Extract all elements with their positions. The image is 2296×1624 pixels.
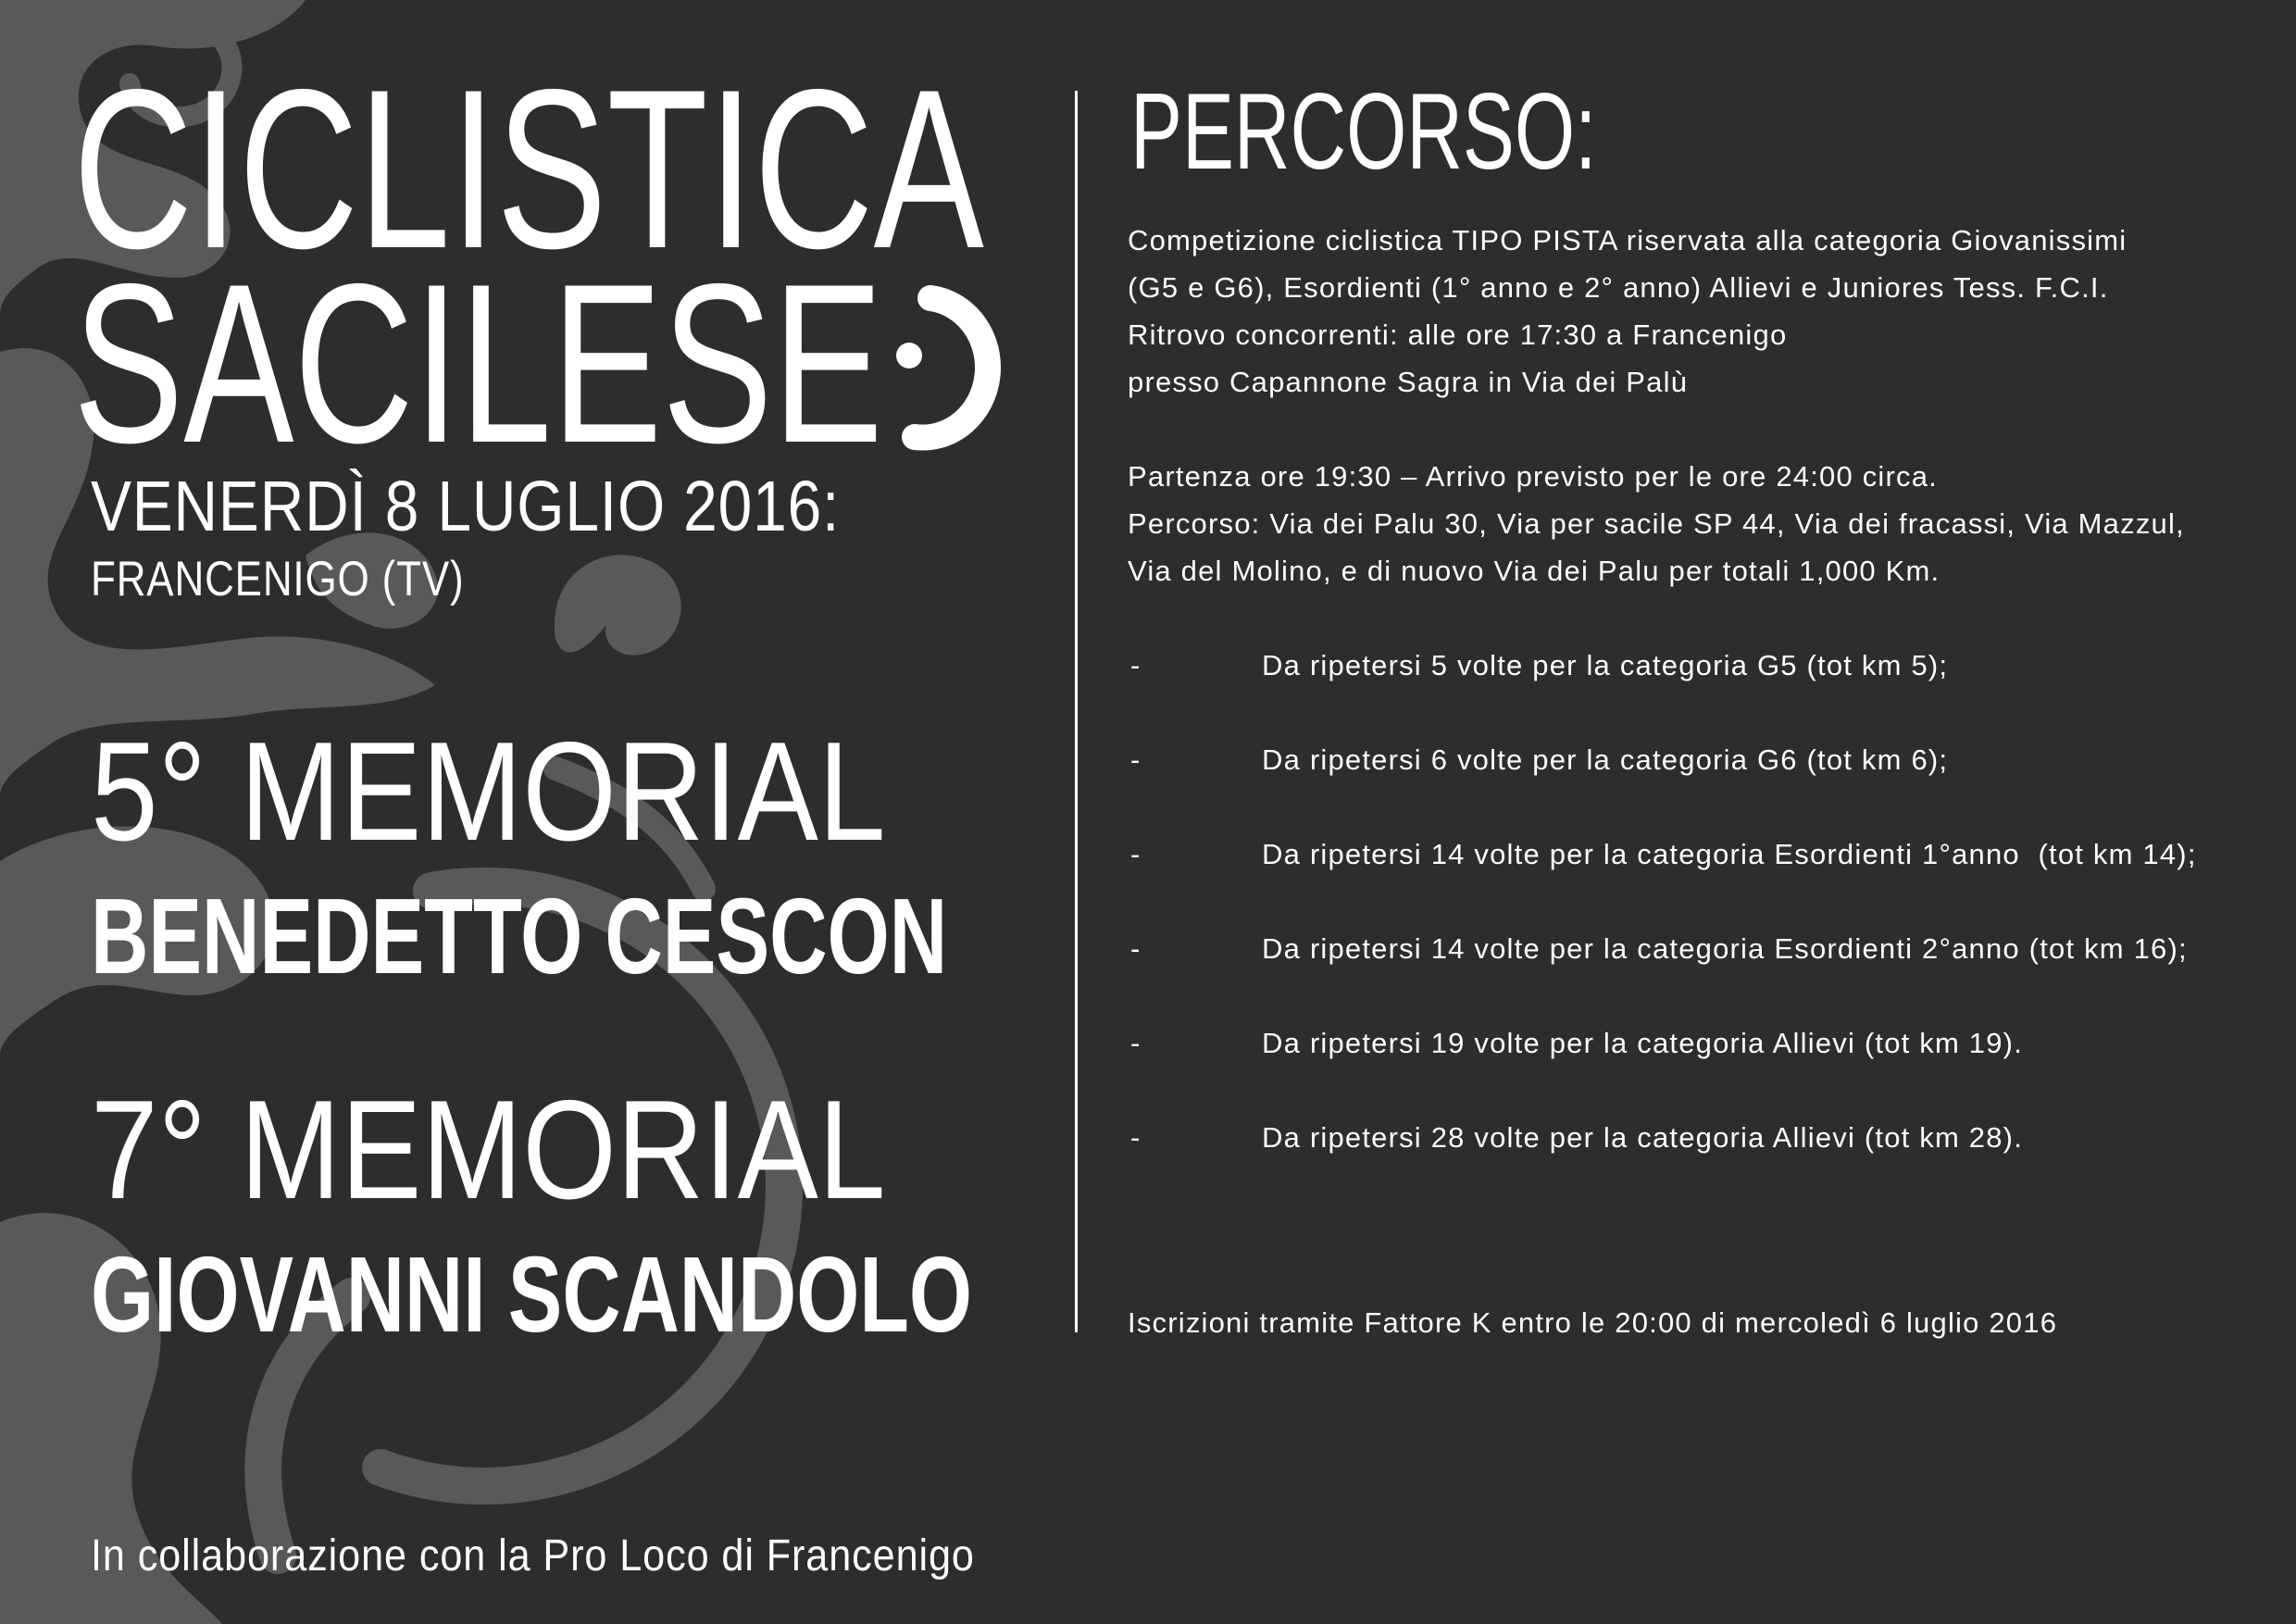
details-line: Partenza ore 19:30 – Arrivo previsto per le ore 24:00 circa. [1128, 460, 1938, 493]
repetition-text: Da ripetersi 28 volte per la categoria Allievi (tot km 28). [1262, 1121, 2024, 1154]
repetition-text: Da ripetersi 19 volte per la categoria Allievi (tot km 19). [1262, 1027, 2024, 1059]
logo-title-line1: CICLISTICA [73, 42, 984, 295]
repetition-text: Da ripetersi 14 volte per la categoria Esordienti 2°anno (tot km 16); [1262, 932, 2188, 965]
column-divider [1075, 91, 1078, 1332]
memorial-name: BENEDETTO CESCON [91, 876, 948, 996]
repetition-item [1128, 736, 2276, 783]
list-bullet: - [1130, 743, 1142, 776]
repetition-item [1128, 642, 2276, 689]
event-location: FRANCENIGO (TV) [91, 552, 465, 606]
repetition-text: Da ripetersi 6 volte per la categoria G6 (tot km 6); [1262, 743, 1949, 776]
intro-line: presso Capannone Sagra in Via dei Palù [1128, 366, 1689, 398]
memorial-title: 7° MEMORIAL [91, 1071, 886, 1229]
collaboration-note: In collaborazione con la Pro Loco di Francenigo [91, 1531, 975, 1580]
logo-title-line2: SACILESE [73, 236, 883, 490]
memorial-title: 5° MEMORIAL [91, 713, 886, 870]
intro-line: (G5 e G6), Esordienti (1° anno e 2° anno) Allievi e Juniores Tess. F.C.I. [1128, 271, 2109, 304]
list-bullet: - [1130, 932, 1142, 965]
smile-mark-icon [880, 278, 1009, 463]
memorial-name: GIOVANNI SCANDOLO [91, 1234, 973, 1355]
event-date: VENERDÌ 8 LUGLIO 2016: [91, 467, 841, 546]
percorso-heading: PERCORSO: [1130, 70, 1597, 192]
repetition-text: Da ripetersi 5 volte per la categoria G5 (tot km 5); [1262, 649, 1949, 681]
repetition-text: Da ripetersi 14 volte per la categoria Esordienti 1°anno (tot km 14); [1262, 838, 2197, 870]
repetition-item [1128, 925, 2276, 972]
repetition-item [1128, 1019, 2276, 1067]
list-bullet: - [1130, 1121, 1142, 1154]
details-line: Via del Molino, e di nuovo Via dei Palu per totali 1,000 Km. [1128, 555, 1940, 587]
intro-line: Ritrovo concorrenti: alle ore 17:30 a Francenigo [1128, 319, 1788, 351]
registration-note: Iscrizioni tramite Fattore K entro le 20:00 di mercoledì 6 luglio 2016 [1128, 1306, 2058, 1339]
list-bullet: - [1130, 838, 1142, 870]
repetition-item [1128, 1114, 2276, 1161]
list-bullet: - [1130, 1027, 1142, 1059]
details-line: Percorso: Via dei Palu 30, Via per sacile SP 44, Via dei fracassi, Via Mazzul, [1128, 507, 2185, 540]
list-bullet: - [1130, 649, 1142, 681]
silhouette-arm [555, 555, 681, 655]
repetition-item [1128, 831, 2276, 878]
intro-line: Competizione ciclistica TIPO PISTA riservata alla categoria Giovanissimi [1128, 224, 2128, 256]
